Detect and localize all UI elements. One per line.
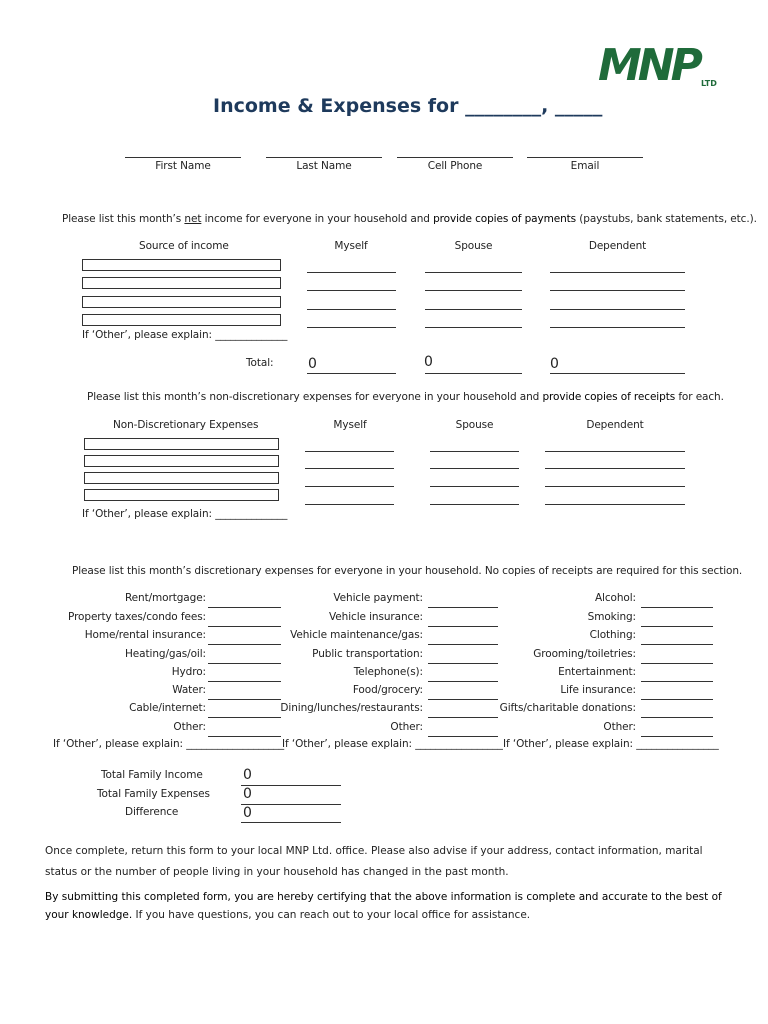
nondisc-spouse-line[interactable] <box>430 486 519 487</box>
nondisc-spouse-header: Spouse <box>455 419 494 431</box>
disc-explain-3: If ‘Other’, please explain: ________________ <box>503 738 719 750</box>
income-dependent-line[interactable] <box>550 309 685 310</box>
email-line[interactable] <box>527 157 643 158</box>
income-total-dependent: 0 <box>550 356 559 372</box>
income-myself-line[interactable] <box>307 309 396 310</box>
disc-amount-line[interactable] <box>208 681 281 682</box>
income-spouse-header: Spouse <box>454 240 493 252</box>
income-spouse-line[interactable] <box>425 327 522 328</box>
nondisc-spouse-line[interactable] <box>430 451 519 452</box>
nondisc-myself-line[interactable] <box>305 486 394 487</box>
disc-label: Other: <box>390 721 423 733</box>
difference-line <box>241 822 341 823</box>
disc-amount-line[interactable] <box>208 663 281 664</box>
nondisc-dependent-line[interactable] <box>545 468 685 469</box>
disc-amount-line[interactable] <box>428 717 498 718</box>
income-dependent-header: Dependent <box>588 240 647 252</box>
income-myself-header: Myself <box>334 240 368 252</box>
disc-label: Smoking: <box>587 611 636 623</box>
footer-paragraph-1: Once complete, return this form to your local MNP Ltd. office. Please also advise if your address, contact information, marital status or the number of people living in your household has changed in the past month. <box>45 845 703 878</box>
last-name-label: Last Name <box>296 160 352 172</box>
income-source-field[interactable] <box>82 277 281 289</box>
nondisc-myself-line[interactable] <box>305 468 394 469</box>
disc-amount-line[interactable] <box>208 607 281 608</box>
income-source-field[interactable] <box>82 259 281 271</box>
nondisc-dependent-line[interactable] <box>545 451 685 452</box>
disc-label: Public transportation: <box>312 648 423 660</box>
disc-label: Vehicle maintenance/gas: <box>290 629 423 641</box>
difference-value: 0 <box>243 805 252 821</box>
income-source-field[interactable] <box>82 314 281 326</box>
income-spouse-line[interactable] <box>425 309 522 310</box>
income-myself-line[interactable] <box>307 272 396 273</box>
disc-label: Other: <box>603 721 636 733</box>
nondisc-expense-field[interactable] <box>84 438 279 450</box>
disc-label: Food/grocery: <box>352 684 423 696</box>
disc-label: Entertainment: <box>558 666 636 678</box>
disc-label: Water: <box>172 684 206 696</box>
disc-amount-line[interactable] <box>641 736 713 737</box>
disc-explain-1: If ‘Other’, please explain: ___________________ <box>53 738 285 750</box>
disc-amount-line[interactable] <box>428 626 498 627</box>
income-other-explain: If ‘Other’, please explain: ______________ <box>82 329 288 341</box>
disc-amount-line[interactable] <box>641 717 713 718</box>
disc-explain-2: If ‘Other’, please explain: _________________ <box>282 738 503 750</box>
disc-amount-line[interactable] <box>428 699 498 700</box>
income-spouse-line[interactable] <box>425 290 522 291</box>
disc-label: Clothing: <box>589 629 636 641</box>
income-total-spouse: 0 <box>424 354 433 370</box>
disc-label: Grooming/toiletries: <box>533 648 636 660</box>
income-myself-line[interactable] <box>307 290 396 291</box>
total-expenses-label: Total Family Expenses <box>97 788 210 800</box>
disc-amount-line[interactable] <box>208 626 281 627</box>
logo-text: MNP <box>598 40 699 91</box>
nondisc-myself-line[interactable] <box>305 451 394 452</box>
mnp-logo <box>598 40 699 91</box>
income-total-myself-line <box>307 373 396 374</box>
nondisc-dependent-line[interactable] <box>545 504 685 505</box>
disc-amount-line[interactable] <box>641 626 713 627</box>
disc-label: Telephone(s): <box>353 666 423 678</box>
nondisc-expense-field[interactable] <box>84 455 279 467</box>
disc-amount-line[interactable] <box>208 736 281 737</box>
total-expenses-line <box>241 804 341 805</box>
footer-paragraph-2: By submitting this completed form, you are hereby certifying that the above information is complete and accurate to the best of your knowledge. If you have questions, you can reach out to your local office for assistance. <box>45 891 722 921</box>
income-myself-line[interactable] <box>307 327 396 328</box>
disc-amount-line[interactable] <box>641 663 713 664</box>
nondisc-instruction: Please list this month’s non-discretionary expenses for everyone in your household and provide copies of receipts for each. <box>87 391 724 403</box>
disc-label: Vehicle insurance: <box>329 611 423 623</box>
nondisc-dependent-header: Dependent <box>586 419 644 431</box>
disc-amount-line[interactable] <box>641 681 713 682</box>
disc-amount-line[interactable] <box>428 663 498 664</box>
disc-amount-line[interactable] <box>641 607 713 608</box>
nondisc-expense-field[interactable] <box>84 472 279 484</box>
nondisc-source-header: Non-Discretionary Expenses <box>113 419 259 431</box>
income-total-label: Total: <box>246 357 274 369</box>
nondisc-other-explain: If ‘Other’, please explain: ______________ <box>82 508 288 520</box>
nondisc-spouse-line[interactable] <box>430 468 519 469</box>
difference-label: Difference <box>125 806 179 818</box>
disc-label: Hydro: <box>171 666 206 678</box>
net-text: net <box>184 213 202 225</box>
income-dependent-line[interactable] <box>550 327 685 328</box>
disc-label: Gifts/charitable donations: <box>499 702 636 714</box>
income-spouse-line[interactable] <box>425 272 522 273</box>
disc-label: Dining/lunches/restaurants: <box>280 702 423 714</box>
total-income-line <box>241 785 341 786</box>
disc-amount-line[interactable] <box>208 644 281 645</box>
disc-label: Other: <box>173 721 206 733</box>
income-dependent-line[interactable] <box>550 272 685 273</box>
first-name-label: First Name <box>155 160 211 172</box>
disc-amount-line[interactable] <box>428 736 498 737</box>
income-dependent-line[interactable] <box>550 290 685 291</box>
total-income-label: Total Family Income <box>101 769 203 781</box>
disc-amount-line[interactable] <box>208 699 281 700</box>
disc-label: Alcohol: <box>594 592 636 604</box>
disc-amount-line[interactable] <box>428 681 498 682</box>
disc-amount-line[interactable] <box>428 607 498 608</box>
logo-ltd: LTD <box>701 79 717 88</box>
disc-amount-line[interactable] <box>641 699 713 700</box>
income-total-dependent-line <box>550 373 685 374</box>
total-expenses-value: 0 <box>243 786 252 802</box>
nondisc-dependent-line[interactable] <box>545 486 685 487</box>
disc-label: Property taxes/condo fees: <box>68 611 206 623</box>
disc-label: Vehicle payment: <box>333 592 423 604</box>
disc-label: Heating/gas/oil: <box>125 648 206 660</box>
nondisc-myself-line[interactable] <box>305 504 394 505</box>
nondisc-expense-field[interactable] <box>84 489 279 501</box>
nondisc-spouse-line[interactable] <box>430 504 519 505</box>
cell-phone-line[interactable] <box>397 157 513 158</box>
disc-label: Cable/internet: <box>129 702 206 714</box>
disc-amount-line[interactable] <box>208 717 281 718</box>
disc-instruction: Please list this month’s discretionary expenses for everyone in your household. No copies of receipts are required for this section. <box>72 565 743 577</box>
income-total-myself: 0 <box>308 356 317 372</box>
disc-label: Life insurance: <box>560 684 636 696</box>
disc-label: Rent/mortgage: <box>124 592 206 604</box>
last-name-line[interactable] <box>266 157 382 158</box>
page-title: Income & Expenses for ________, _____ <box>213 95 603 117</box>
disc-label: Home/rental insurance: <box>84 629 206 641</box>
income-source-field[interactable] <box>82 296 281 308</box>
disc-amount-line[interactable] <box>641 644 713 645</box>
cell-phone-label: Cell Phone <box>427 160 483 172</box>
income-total-spouse-line <box>425 373 522 374</box>
email-label: Email <box>570 160 600 172</box>
income-source-header: Source of income <box>139 240 229 252</box>
nondisc-myself-header: Myself <box>333 419 367 431</box>
first-name-line[interactable] <box>125 157 241 158</box>
income-instruction: Please list this month’s net income for everyone in your household and provide copies of payments (paystubs, bank statements, etc.). <box>62 213 757 225</box>
disc-amount-line[interactable] <box>428 644 498 645</box>
total-income-value: 0 <box>243 767 252 783</box>
